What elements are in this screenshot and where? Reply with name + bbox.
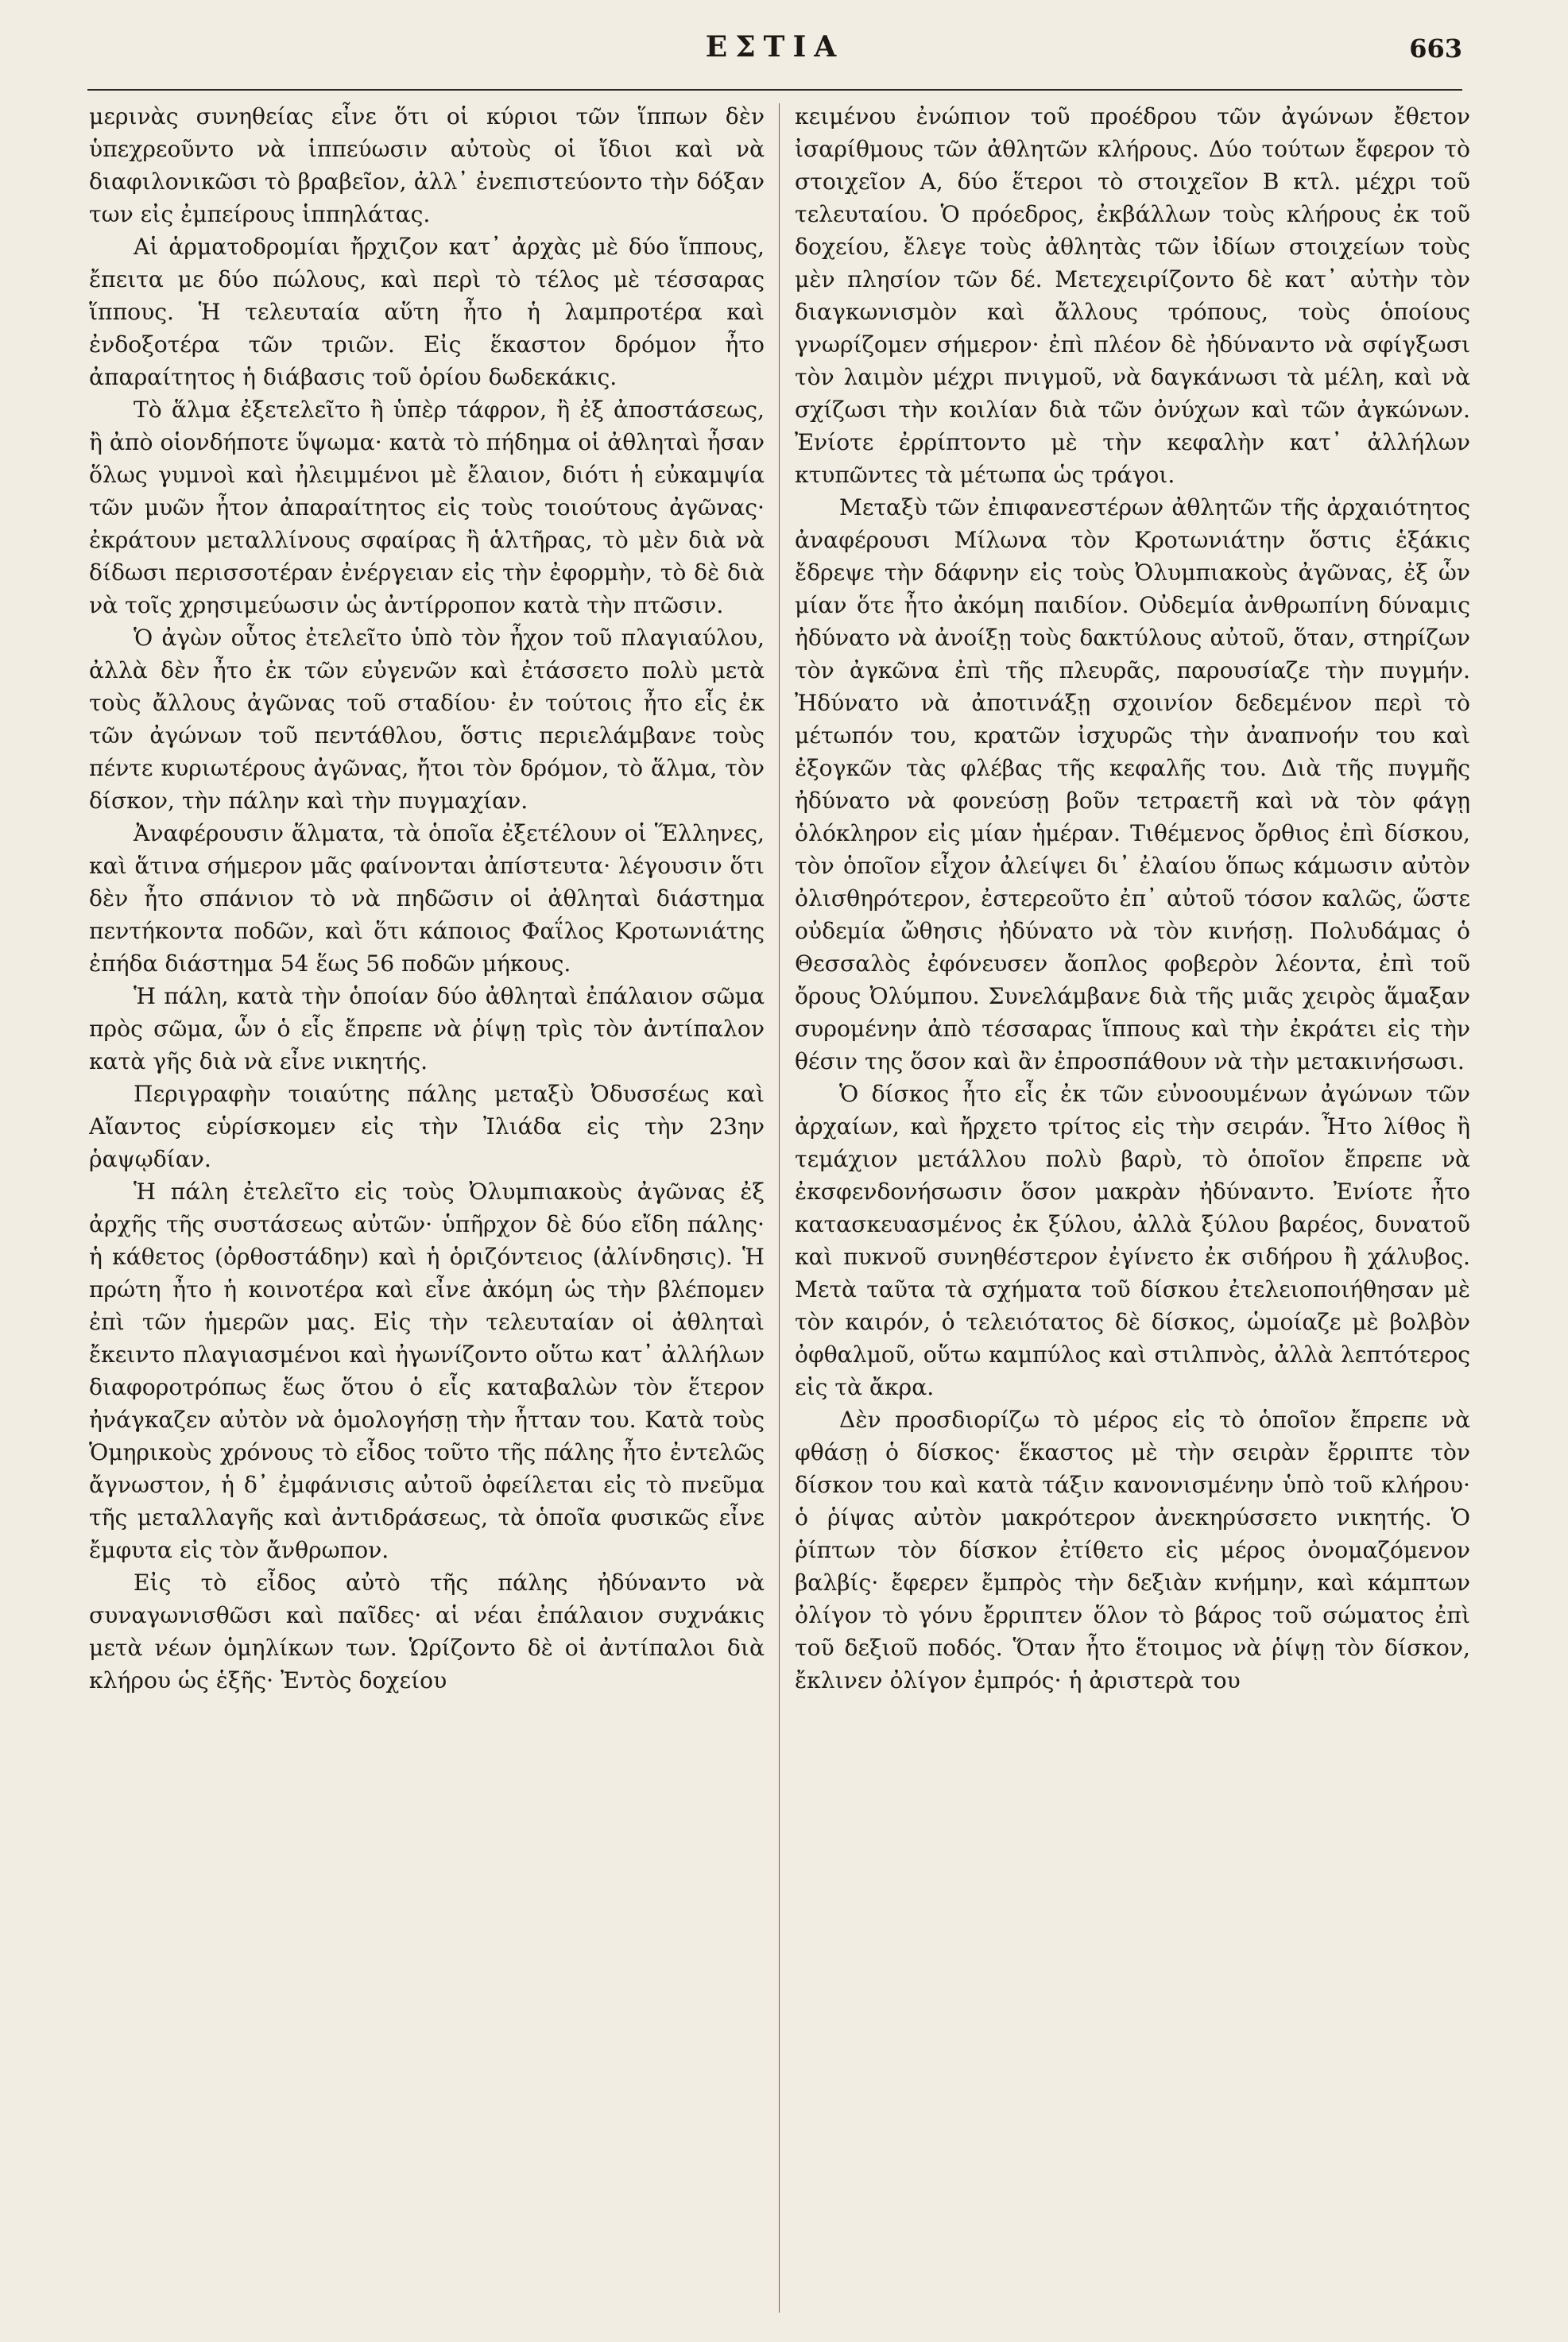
column-divider <box>779 103 780 2313</box>
header-rule <box>87 89 1462 91</box>
left-column <box>89 100 765 2317</box>
paragraph: Δὲν προσδιορίζω τὸ μέρος εἰς τὸ ὁποῖον ἔπρεπε νὰ φθάσῃ ὁ δίσκος· ἕκαστος μὲ τὴν σειρὰν ἔρριπτε τὸν δίσκον του καὶ κατὰ τάξιν κανονισμένην ὑπὸ τοῦ κλήρου· ὁ ῥίψας αὐτὸν μακρότερον ἀνεκηρύσσετο νικητής. Ὁ ῥίπτων τὸν δίσκον ἐτίθετο εἰς μέρος ὀνομαζόμενον βαλβίς· ἔφερεν ἔμπρὸς τὴν δεξιὰν κνήμην, καὶ κάμπτων ὀλίγον τὸ γόνυ ἔρριπτεν ὅλον τὸ βάρος τοῦ σώματος ἐπὶ τοῦ δεξιοῦ ποδός. Ὅταν ἦτο ἕτοιμος νὰ ῥίψῃ τὸν δίσκον, ἔκλινεν ὀλίγον ἐμπρός· ἡ ἀριστερὰ του <box>795 1407 1470 1694</box>
page-header <box>87 30 1462 78</box>
paragraph: Περιγραφὴν τοιαύτης πάλης μεταξὺ Ὀδυσσέως καὶ Αἴαντος εὑρίσκομεν εἰς τὴν Ἰλιάδα εἰς τὴν 23ην ῥαψῳδίαν. <box>89 1081 765 1172</box>
paragraph: Ἡ πάλη ἐτελεῖτο εἰς τοὺς Ὀλυμπιακοὺς ἀγῶνας ἐξ ἀρχῆς τῆς συστάσεως αὐτῶν· ὑπῆρχον δὲ δύο εἴδη πάλης· ἡ κάθετος (ὀρθοστάδην) καὶ ἡ ὁριζόντειος (ἀλίνδησις). Ἡ πρώτη ἦτο ἡ κοινοτέρα καὶ εἶνε ἀκόμη ὡς τὴν βλέπομεν ἐπὶ τῶν ἡμερῶν μας. Εἰς τὴν τελευταίαν οἱ ἀθληταὶ ἔκειντο πλαγιασμένοι καὶ ἠγωνίζοντο οὕτω κατ᾽ ἀλλήλων διαφοροτρόπως ἕως ὅτου ὁ εἷς καταβαλὼν τὸν ἕτερον ἠνάγκαζεν αὐτὸν νὰ ὁμολογήσῃ τὴν ἧτταν του. Κατὰ τοὺς Ὁμηρικοὺς χρόνους τὸ εἶδος τοῦτο τῆς πάλης ἦτο ἐντελῶς ἄγνωστον, ἡ δ᾽ ἐμφάνισις αὐτοῦ ὀφείλεται εἰς τὸ πνεῦμα τῆς μεταλλαγῆς καὶ ἀντιδράσεως, τὰ ὁποῖα φυσικῶς εἶνε ἔμφυτα εἰς τὸν ἄνθρωπον. <box>89 1179 765 1563</box>
paragraph: Τὸ ἅλμα ἐξετελεῖτο ἢ ὑπὲρ τάφρον, ἢ ἐξ ἀποστάσεως, ἢ ἀπὸ οἱονδήποτε ὕψωμα· κατὰ τὸ πήδημα οἱ ἀθληταὶ ἦσαν ὅλως γυμνοὶ καὶ ἠλειμμένοι μὲ ἔλαιον, διότι ἡ εὐκαμψία τῶν μυῶν ἦτον ἀπαραίτητος εἰς τοὺς τοιούτους ἀγῶνας· ἐκράτουν μεταλλίνους σφαίρας ἢ ἁλτῆρας, τὸ μὲν διὰ νὰ δίδωσι περισσοτέραν ἐνέργειαν εἰς τὴν ἐφορμὴν, τὸ δὲ διὰ νὰ τοῖς χρησιμεύωσιν ὡς ἀντίρροπον κατὰ τὴν πτῶσιν. <box>89 397 765 618</box>
paragraph: Αἱ ἁρματοδρομίαι ἤρχιζον κατ᾽ ἀρχὰς μὲ δύο ἵππους, ἔπειτα με δύο πώλους, καὶ περὶ τὸ τέλος μὲ τέσσαρας ἵππους. Ἡ τελευταία αὕτη ἦτο ἡ λαμπροτέρα καὶ ἐνδοξοτέρα τῶν τριῶν. Εἰς ἕκαστον δρόμον ἦτο ἀπαραίτητος ἡ διάβασις τοῦ ὁρίου δωδεκάκις. <box>89 234 765 390</box>
paragraph: κειμένου ἐνώπιον τοῦ προέδρου τῶν ἀγώνων ἔθετον ἰσαρίθμους τῶν ἀθλητῶν κλήρους. Δύο τούτων ἔφερον τὸ στοιχεῖον Α, δύο ἕτεροι τὸ στοιχεῖον Β κτλ. μέχρι τοῦ τελευταίου. Ὁ πρόεδρος, ἐκβάλλων τοὺς κλήρους ἐκ τοῦ δοχείου, ἔλεγε τοὺς ἀθλητὰς τῶν ἰδίων στοιχείων τοὺς μὲν πλησίον τῶν δέ. Μετεχειρίζοντο δὲ κατ᾽ αὐτὴν τὸν διαγκωνισμὸν καὶ ἄλλους τρόπους, τοὺς ὁποίους γνωρίζομεν σήμερον· ἐπὶ πλέον δὲ ἠδύναντο νὰ σφίγξωσι τὸν λαιμὸν μέχρι πνιγμοῦ, νὰ δαγκάνωσι τὰ μέλη, καὶ νὰ σχίζωσι τὴν κοιλίαν διὰ τῶν ὀνύχων καὶ τῶν ἀγκώνων. Ἐνίοτε ἐρρίπτοντο μὲ τὴν κεφαλὴν κατ᾽ ἀλλήλων κτυπῶντες τὰ μέτωπα ὡς τράγοι. <box>795 103 1470 488</box>
paragraph: μερινὰς συνηθείας εἶνε ὅτι οἱ κύριοι τῶν ἵππων δὲν ὑπεχρεοῦντο νὰ ἱππεύωσιν αὐτοὺς οἱ ἴδιοι καὶ νὰ διαφιλονικῶσι τὸ βραβεῖον, ἀλλ᾽ ἐνεπιστεύοντο τὴν δόξαν των εἰς ἐμπείρους ἱππηλάτας. <box>89 103 765 227</box>
paragraph: Ὁ ἀγὼν οὗτος ἐτελεῖτο ὑπὸ τὸν ἦχον τοῦ πλαγιαύλου, ἀλλὰ δὲν ἦτο ἐκ τῶν εὐγενῶν καὶ ἐτάσσετο πολὺ μετὰ τοὺς ἄλλους ἀγῶνας τοῦ σταδίου· ἐν τούτοις ἦτο εἷς ἐκ τῶν ἀγώνων τοῦ πεντάθλου, ὅστις περιελάμβανε τοὺς πέντε κυριωτέρους ἀγῶνας, ἤτοι τὸν δρόμον, τὸ ἅλμα, τὸν δίσκον, τὴν πάλην καὶ τὴν πυγμαχίαν. <box>89 625 765 814</box>
running-title: ΕΣΤΙΑ <box>705 30 845 64</box>
paragraph: Ἡ πάλη, κατὰ τὴν ὁποίαν δύο ἀθληταὶ ἐπάλαιον σῶμα πρὸς σῶμα, ὧν ὁ εἷς ἔπρεπε νὰ ῥίψῃ τρὶς τὸν ἀντίπαλον κατὰ γῆς διὰ νὰ εἶνε νικητής. <box>89 983 765 1074</box>
paragraph: Ἀναφέρουσιν ἅλματα, τὰ ὁποῖα ἐξετέλουν οἱ Ἕλληνες, καὶ ἅτινα σήμερον μᾶς φαίνονται ἀπίστευτα· λέγουσιν ὅτι δὲν ἦτο σπάνιον τὸ νὰ πηδῶσιν οἱ ἀθληταὶ διάστημα πεντήκοντα ποδῶν, καὶ ὅτι κάποιος Φαΐλος Κροτωνιάτης ἐπήδα διάστημα 54 ἕως 56 ποδῶν μήκους. <box>89 820 765 977</box>
paragraph: Ὁ δίσκος ἦτο εἷς ἐκ τῶν εὐνοουμένων ἀγώνων τῶν ἀρχαίων, καὶ ἤρχετο τρίτος εἰς τὴν σειράν. Ἦτο λίθος ἢ τεμάχιον μετάλλου πολὺ βαρὺ, τὸ ὁποῖον ἔπρεπε νὰ ἐκσφενδονήσωσιν ὅσον μακρὰν ἠδύναντο. Ἐνίοτε ἦτο κατασκευασμένος ἐκ ξύλου, ἀλλὰ ξύλου βαρέος, δυνατοῦ καὶ πυκνοῦ συνηθέστερον ἐγίνετο ἐκ σιδήρου ἢ χάλυβος. Μετὰ ταῦτα τὰ σχήματα τοῦ δίσκου ἐτελειοποιήθησαν μὲ τὸν καιρόν, ὁ τελειότατος δὲ δίσκος, ὡμοίαζε μὲ βολβὸν ὀφθαλμοῦ, οὕτω καμπύλος καὶ στιλπνὸς, ἀλλὰ λεπτότερος εἰς τὰ ἄκρα. <box>795 1081 1470 1400</box>
paragraph: Μεταξὺ τῶν ἐπιφανεστέρων ἀθλητῶν τῆς ἀρχαιότητος ἀναφέρουσι Μίλωνα τὸν Κροτωνιάτην ὅστις ἑξάκις ἔδρεψε τὴν δάφνην εἰς τοὺς Ὀλυμπιακοὺς ἀγῶνας, ἐξ ὧν μίαν ὅτε ἦτο ἀκόμη παιδίον. Οὐδεμία ἀνθρωπίνη δύναμις ἠδύνατο νὰ ἀνοίξῃ τοὺς δακτύλους αὐτοῦ, ὅταν, στηρίζων τὸν ἀγκῶνα ἐπὶ τῆς πλευρᾶς, παρουσίαζε τὴν πυγμήν. Ἠδύνατο νὰ ἀποτινάξῃ σχοινίον δεδεμένον περὶ τὸ μέτωπόν του, κρατῶν ἰσχυρῶς τὴν ἀναπνοήν του καὶ ἐξογκῶν τὰς φλέβας τῆς κεφαλῆς του. Διὰ τῆς πυγμῆς ἠδύνατο νὰ φονεύσῃ βοῦν τετραετῆ καὶ νὰ τὸν φάγῃ ὁλόκληρον εἰς μίαν ἡμέραν. Τιθέμενος ὄρθιος ἐπὶ δίσκου, τὸν ὁποῖον εἶχον ἀλείψει δι᾽ ἐλαίου ὅπως κάμωσιν αὐτὸν ὀλισθηρότερον, ἐστερεοῦτο ἐπ᾽ αὐτοῦ τόσον καλῶς, ὥστε οὐδεμία ὤθησις ἠδύνατο νὰ τὸν κινήσῃ. Πολυδάμας ὁ Θεσσαλὸς ἐφόνευσεν ἄοπλος φοβερὸν λέοντα, ἐπὶ τοῦ ὄρους Ὀλύμπου. Συνελάμβανε διὰ τῆς μιᾶς χειρὸς ἅμαξαν συρομένην ἀπὸ τέσσαρας ἵππους καὶ τὴν ἐκράτει εἰς τὴν θέσιν της ὅσον καὶ ἂν ἐπροσπάθουν νὰ τὴν μετακινήσωσι. <box>795 494 1470 1074</box>
paragraph: Εἰς τὸ εἶδος αὐτὸ τῆς πάλης ἠδύναντο νὰ συναγωνισθῶσι καὶ παῖδες· αἱ νέαι ἐπάλαιον συχνάκις μετὰ νέων ὁμηλίκων των. Ὡρίζοντο δὲ οἱ ἀντίπαλοι διὰ κλήρου ὡς ἑξῆς· Ἐντὸς δοχείου <box>89 1570 765 1694</box>
page-number: 663 <box>1409 33 1462 64</box>
right-column <box>795 100 1470 2317</box>
